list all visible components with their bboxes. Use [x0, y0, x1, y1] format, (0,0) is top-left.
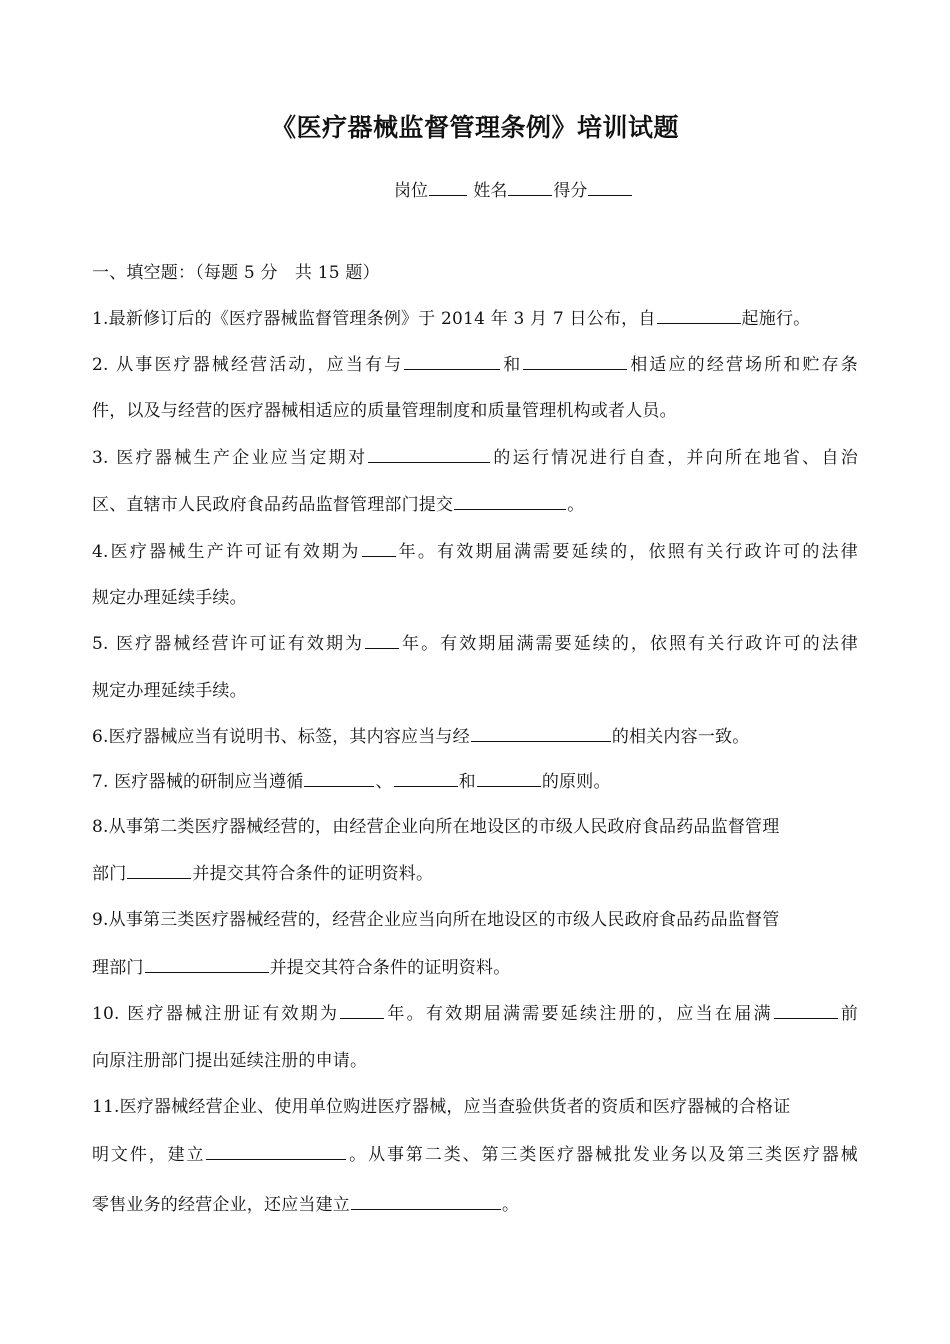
question-text: 相适应的经营场所和贮存条 [628, 355, 858, 375]
question-text: 4.医疗器械生产许可证有效期为 [92, 542, 361, 562]
question-2 [92, 350, 858, 375]
position-label: 岗位 [394, 181, 428, 201]
answer-blank[interactable] [404, 352, 500, 370]
score-label: 得分 [553, 181, 588, 201]
question-text: 和 [458, 772, 476, 792]
name-blank[interactable] [508, 178, 552, 196]
question-8: 8.从事第二类医疗器械经营的，由经营企业向所在地设区的市级人民政府食品药品监督管理 [92, 817, 780, 837]
question-text: 年。有效期届满需要延续的，依照有关行政许可的法律 [396, 542, 858, 562]
question-text: 的原则。 [541, 772, 611, 792]
answer-blank[interactable] [365, 631, 399, 649]
position-blank[interactable] [429, 178, 467, 196]
answer-blank[interactable] [340, 1001, 384, 1019]
question-text: 区、直辖市人民政府食品药品监督管理部门提交 [92, 495, 454, 515]
question-10 [92, 999, 858, 1024]
question-text: 。 [502, 1195, 520, 1215]
answer-blank[interactable] [304, 769, 374, 787]
question-4-cont: 规定办理延续手续。 [92, 588, 247, 608]
answer-blank[interactable] [774, 1001, 838, 1019]
answer-blank[interactable] [471, 724, 611, 742]
question-5-cont: 规定办理延续手续。 [92, 681, 247, 701]
answer-blank[interactable] [362, 539, 396, 557]
answer-blank[interactable] [206, 1142, 346, 1160]
question-7 [92, 767, 858, 792]
question-3-cont [92, 490, 858, 515]
answer-blank[interactable] [351, 1192, 501, 1210]
question-text: 明文件，建立 [92, 1145, 206, 1165]
answer-blank[interactable] [477, 769, 541, 787]
exam-meta [394, 176, 633, 201]
question-9: 9.从事第三类医疗器械经营的，经营企业应当向所在地设区的市级人民政府食品药品监督管 [92, 910, 780, 930]
question-text: 理部门 [92, 958, 144, 978]
answer-blank[interactable] [523, 352, 627, 370]
question-text: 6.医疗器械应当有说明书、标签，其内容应当与经 [92, 727, 470, 747]
question-text: 5. 医疗器械经营许可证有效期为 [92, 634, 365, 654]
answer-blank[interactable] [145, 955, 269, 973]
question-text: 并提交其符合条件的证明资料。 [269, 958, 511, 978]
question-11-cont-2 [92, 1190, 858, 1215]
question-text: 7. 医疗器械的研制应当遵循 [92, 772, 304, 792]
question-10-cont: 向原注册部门提出延续注册的申请。 [92, 1051, 368, 1071]
answer-blank[interactable] [657, 306, 741, 324]
score-blank[interactable] [588, 178, 632, 196]
answer-blank[interactable] [368, 445, 490, 463]
question-text: 10. 医疗器械注册证有效期为 [92, 1004, 340, 1024]
question-text: 起施行。 [741, 309, 811, 329]
question-text: 的运行情况进行自查，并向所在地省、自治 [491, 448, 858, 468]
question-6 [92, 722, 858, 747]
question-text: 的相关内容一致。 [611, 727, 750, 747]
question-text: 年。有效期届满需要延续的，依照有关行政许可的法律 [400, 634, 858, 654]
section-heading: 一、填空题：（每题 5 分 共 15 题） [92, 263, 380, 283]
question-9-cont [92, 953, 858, 978]
question-text: 部门 [92, 864, 127, 884]
question-text: 。从事第二类、第三类医疗器械批发业务以及第三类医疗器械 [347, 1145, 858, 1165]
question-8-cont [92, 859, 858, 884]
exam-title: 《医疗器械监督管理条例》培训试题 [270, 113, 679, 142]
question-text: 年。有效期届满需要延续注册的，应当在届满 [385, 1004, 773, 1024]
question-3 [92, 443, 858, 468]
name-label: 姓名 [473, 181, 508, 201]
question-11-cont [92, 1140, 858, 1165]
question-4 [92, 537, 858, 562]
question-1 [92, 304, 858, 329]
question-text: 零售业务的经营企业，还应当建立 [92, 1195, 350, 1215]
question-text: 3. 医疗器械生产企业应当定期对 [92, 448, 368, 468]
answer-blank[interactable] [394, 769, 458, 787]
question-text: 2. 从事医疗器械经营活动，应当有与 [92, 355, 404, 375]
question-text: 前 [838, 1004, 859, 1024]
question-text: 。 [567, 495, 585, 515]
question-2-cont: 件，以及与经营的医疗器械相适应的质量管理制度和质量管理机构或者人员。 [92, 401, 677, 421]
question-5 [92, 629, 858, 654]
question-text: 、 [375, 772, 393, 792]
answer-blank[interactable] [127, 861, 191, 879]
answer-blank[interactable] [454, 492, 566, 510]
question-text: 1.最新修订后的《医疗器械监督管理条例》于 2014 年 3 月 7 日公布，自 [92, 309, 656, 329]
question-text: 并提交其符合条件的证明资料。 [192, 864, 434, 884]
question-11: 11.医疗器械经营企业、使用单位购进医疗器械，应当查验供货者的资质和医疗器械的合格证 [92, 1097, 791, 1117]
question-text: 和 [501, 355, 523, 375]
